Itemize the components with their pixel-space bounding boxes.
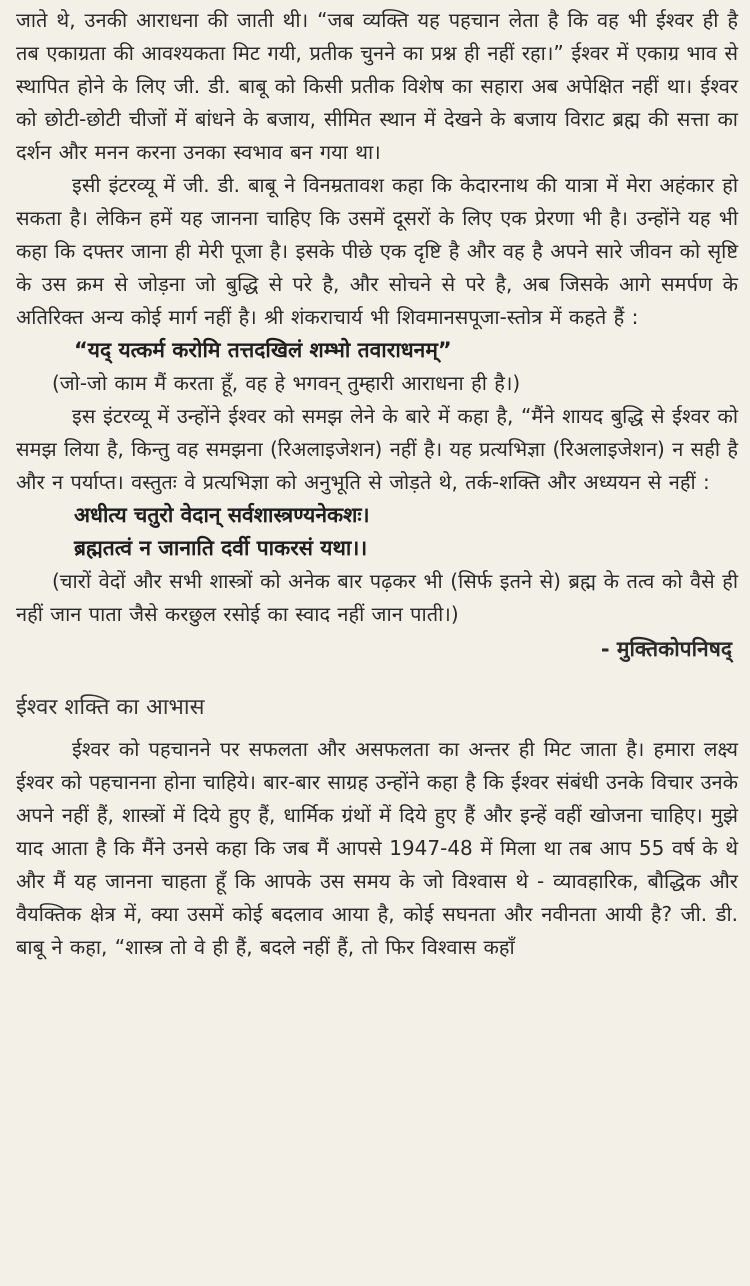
paragraph-recognition: ईश्वर को पहचानने पर सफलता और असफलता का अन्तर ही मिट जाता है। हमारा लक्ष्य ईश्वर को पहचानना होना चाहिये। बार-बार साग्रह उन्होंने कहा है कि ईश्वर संबंधी उनके विचार उनके अपने नहीं हैं, शास्त्रों में दिये हुए हैं, धार्मिक ग्रंथों में दिये हुए हैं और इन्हें वहीं खोजना चाहिए। मुझे याद आता है कि मैंने उनसे कहा कि जब मैं आपसे 1947-48 में मिला था तब आप 55 वर्ष के थे और मैं यह जानना चाहता हूँ कि आपके उस समय के जो विश्वास थे - व्यावहारिक, बौद्धिक और वैयक्तिक क्षेत्र में, क्या उसमें कोई बदलाव आया है, कोई सघनता और नवीनता आयी है? जी. डी. बाबू ने कहा, “शास्त्र तो वे ही हैं, बदले नहीं हैं, तो फिर विश्वास कहाँ <box>16 737 738 959</box>
shloka-translation-2: (चारों वेदों और सभी शास्त्रों को अनेक बार पढ़कर भी (सिर्फ इतने से) ब्रह्म के तत्व को वैसे ही नहीं जान पाता जैसे करछुल रसोई का स्वाद नहीं जान पाती।) <box>16 569 738 626</box>
paragraph-realization: इस इंटरव्यू में उन्होंने ईश्वर को समझ लेने के बारे में कहा है, “मैंने शायद बुद्धि से ईश्वर को समझ लिया है, किन्तु वह समझना (रिअलाइजेशन) नहीं है। यह प्रत्यभिज्ञा (रिअलाइजेशन) न सही है और न पर्याप्त। वस्तुतः वे प्रत्यभिज्ञा को अनुभूति से जोड़ते थे, तर्क-शक्ति और अध्ययन से नहीं : <box>16 404 738 494</box>
shloka-translation-1: (जो-जो काम मैं करता हूँ, वह हे भगवन् तुम्हारी आराधना ही है।) <box>52 371 521 395</box>
shloka-shivamanasapuja: “यद् यत्कर्म करोमि तत्तदखिलं शम्भो तवाराधनम्” <box>74 338 452 362</box>
shloka-line-1: अधीत्य चतुरो वेदान् सर्वशास्त्रण्यनेकशः। <box>74 503 370 527</box>
paragraph-interview-kedarnath: इसी इंटरव्यू में जी. डी. बाबू ने विनम्रतावश कहा कि केदारनाथ की यात्रा में मेरा अहंकार हो सकता है। लेकिन हमें यह जानना चाहिए कि उसमें दूसरों के लिए एक प्रेरणा भी है। उन्होंने यह भी कहा कि दफ्तर जाना ही मेरी पूजा है। इसके पीछे एक दृष्टि है और वह है अपने सारे जीवन को सृष्टि के उस क्रम से जोड़ना जो बुद्धि से परे है, और सोचने से परे है, अब जिसके आगे समर्पण के अतिरिक्त अन्य कोई मार्ग नहीं है। श्री शंकराचार्य भी शिवमानसपूजा-स्तोत्र में कहते हैं : <box>16 173 738 329</box>
shloka-source: - मुक्तिकोपनिषद् <box>600 637 732 661</box>
paragraph-continuation: जाते थे, उनकी आराधना की जाती थी। “जब व्यक्ति यह पहचान लेता है कि वह भी ईश्वर ही है तब एकाग्रता की आवश्यकता मिट गयी, प्रतीक चुनने का प्रश्न ही नहीं रहा।” ईश्वर में एकाग्र भाव से स्थापित होने के लिए जी. डी. बाबू को किसी प्रतीक विशेष का सहारा अब अपेक्षित नहीं था। ईश्वर को छोटी-छोटी चीजों में बांधने के बजाय, सीमित स्थान में देखने के बजाय विराट ब्रह्म की सत्ता का दर्शन और मनन करना उनका स्वभाव बन गया था। <box>16 8 738 164</box>
shloka-line-2: ब्रह्मतत्वं न जानाति दर्वी पाकरसं यथा।। <box>74 536 368 560</box>
section-heading: ईश्वर शक्ति का आभास <box>16 695 205 720</box>
